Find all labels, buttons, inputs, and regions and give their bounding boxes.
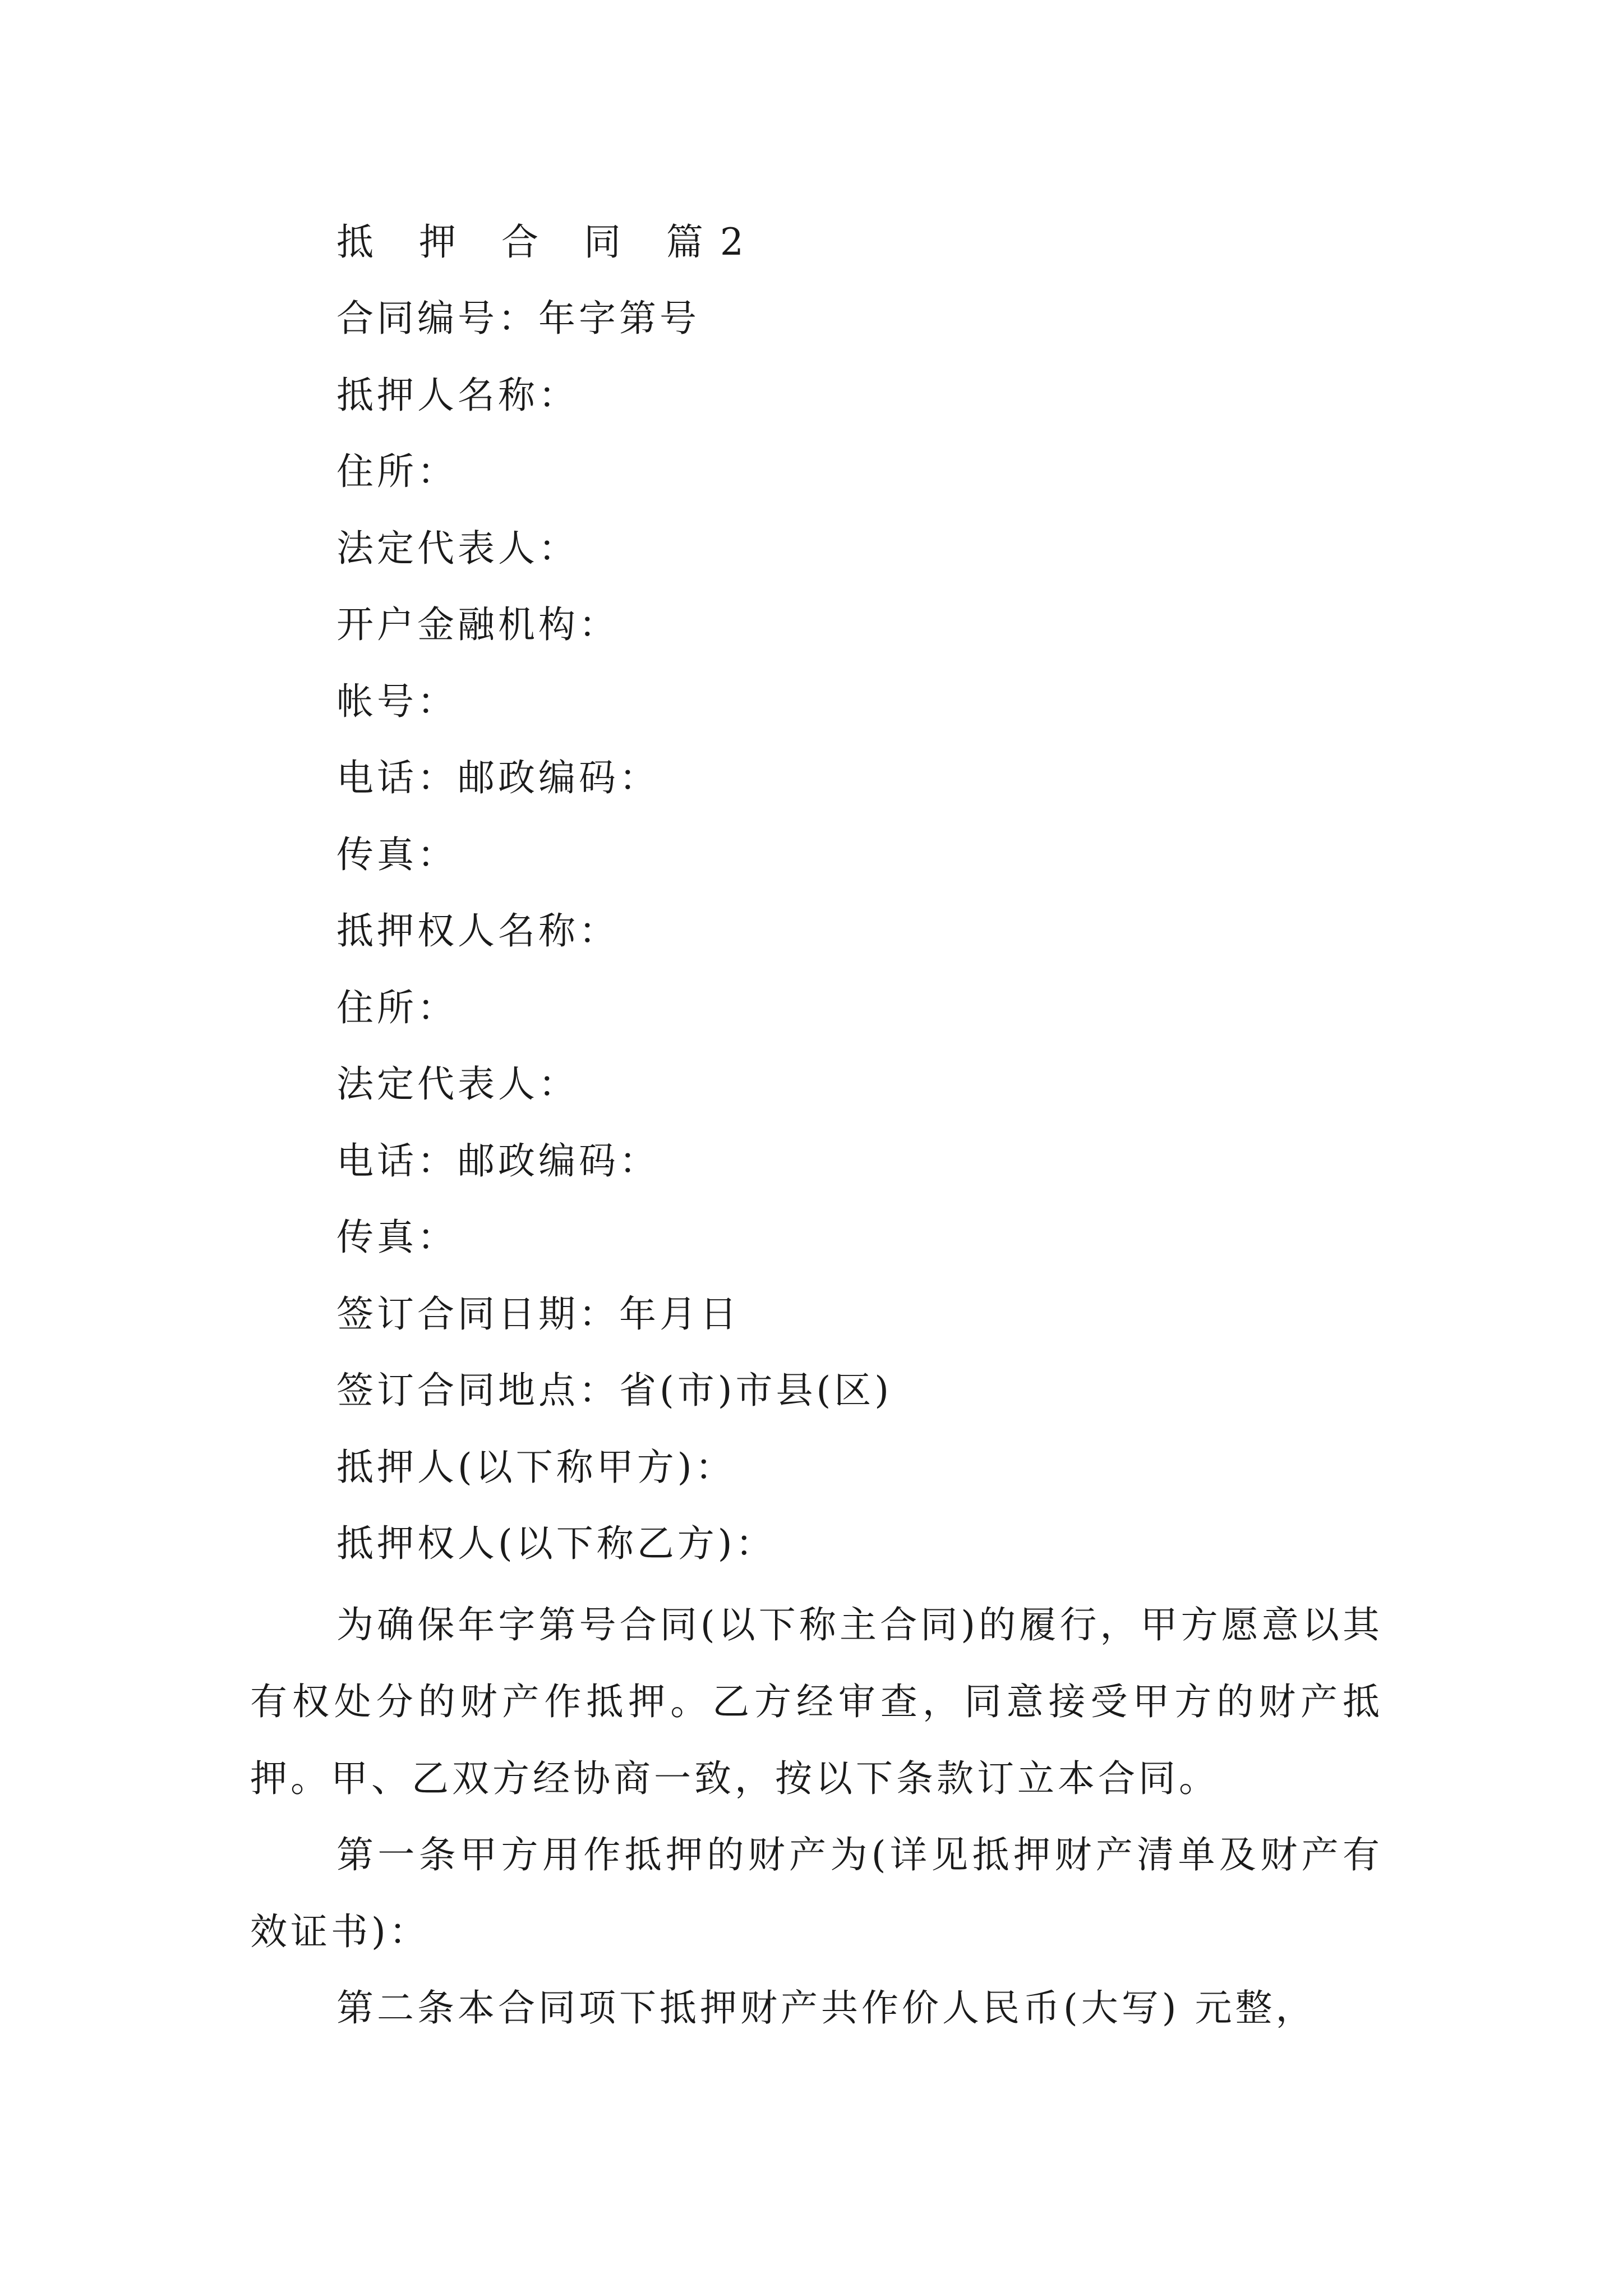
mortgagor-address-line: 住所： (336, 450, 458, 493)
article-two-paragraph: 第二条本合同项下抵押财产共作价人民币(大写) 元整， (336, 1986, 1316, 2030)
mortgagee-fax-line: 传真： (336, 1216, 458, 1259)
mortgagee-name-line: 抵押权人名称： (336, 909, 619, 953)
mortgagor-legal-rep-line: 法定代表人： (336, 527, 579, 570)
mortgagor-phone-postcode-line: 电话：邮政编码： (336, 756, 660, 799)
signing-place-line: 签订合同地点：省(市)市县(区) (336, 1369, 892, 1412)
mortgagor-name-line: 抵押人名称： (336, 374, 579, 417)
mortgagor-fax-line: 传真： (336, 833, 458, 876)
contract-number-line: 合同编号：年字第号 (336, 297, 700, 340)
mortgagee-address-line: 住所： (336, 986, 458, 1029)
party-b-line: 抵押权人(以下称乙方)： (336, 1522, 776, 1565)
mortgagee-legal-rep-line: 法定代表人： (336, 1062, 579, 1106)
document-title: 抵 押 合 同 篇2 (336, 220, 760, 264)
mortgagor-account-line: 帐号： (336, 680, 458, 723)
mortgagor-bank-line: 开户金融机构： (336, 603, 619, 646)
article-one-paragraph: 第一条甲方用作抵押的财产为(详见抵押财产清单及财产有效证书)： (250, 1833, 1383, 1953)
party-a-line: 抵押人(以下称甲方)： (336, 1446, 736, 1489)
preamble-paragraph: 为确保年字第号合同(以下称主合同)的履行，甲方愿意以其有权处分的财产作抵押。乙方经审查，同意接受甲方的财产抵押。甲、乙双方经协商一致，按以下条款订立本合同。 (250, 1603, 1383, 1800)
signing-date-line: 签订合同日期：年月日 (336, 1292, 740, 1336)
mortgagee-phone-postcode-line: 电话：邮政编码： (336, 1139, 660, 1182)
